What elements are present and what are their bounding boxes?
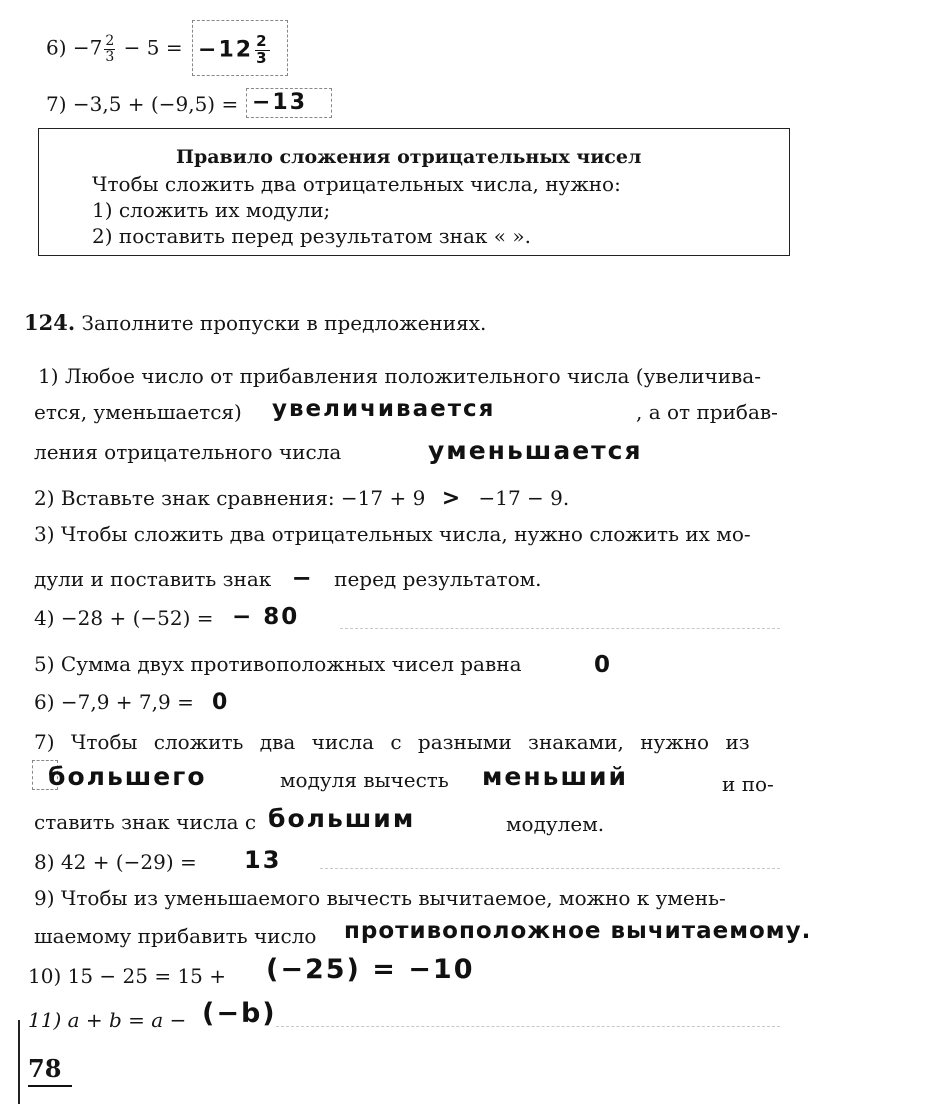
- q7-line-3a: ставить знак числа с: [34, 810, 257, 834]
- example-7: 7) −3,5 + (−9,5) =: [46, 92, 239, 116]
- q8-dotted-line: [320, 868, 780, 869]
- q9-line-2a: шаемому прибавить число: [34, 924, 317, 948]
- example-6-prefix: 6) −7: [46, 35, 103, 60]
- q3-line-1: 3) Чтобы сложить два отрицательных числа, нужно сложить их мо-: [34, 522, 751, 546]
- q7-answer-1: большего: [48, 762, 207, 791]
- q9-line-1: 9) Чтобы из уменьшаемого вычесть вычитаемое, можно к умень-: [34, 886, 726, 910]
- rule-title: Правило сложения отрицательных чисел: [176, 146, 642, 168]
- example-6-answer: −12 $\frac{2}{3}$: [198, 32, 269, 67]
- q11-answer: (−b): [202, 998, 277, 1029]
- exercise-header: [24, 312, 486, 333]
- q6: 6) −7,9 + 7,9 =: [34, 690, 194, 714]
- example-6-middle: − 5 =: [117, 35, 183, 60]
- example-6-fraction: $\frac{2}{3}$: [105, 33, 115, 65]
- q1-line-2a: ется, уменьшается): [34, 400, 242, 424]
- q1-line-3: ления отрицательного числа: [34, 440, 342, 464]
- rule-line-1: Чтобы сложить два отрицательных числа, нужно:: [92, 172, 621, 196]
- q3-line-2: дули и поставить знак − перед результатом.: [34, 564, 542, 592]
- q3-answer: −: [291, 564, 314, 592]
- q10: 10) 15 − 25 = 15 +: [28, 964, 227, 988]
- q9-answer: противоположное вычитаемому.: [344, 918, 812, 944]
- q7-line-1: 7) Чтобы сложить два числа с разными знаками, нужно из: [34, 730, 750, 754]
- q7-line-2a: модуля вычесть: [280, 768, 449, 792]
- page-edge: [18, 1020, 20, 1104]
- q5-answer: 0: [594, 652, 613, 678]
- q7-answer-2: меньший: [482, 762, 629, 791]
- q1-line-1: 1) Любое число от прибавления положительного числа (увеличива-: [38, 364, 761, 388]
- q7-line-3b: модулем.: [506, 812, 605, 836]
- q4-dotted-line: [340, 628, 780, 629]
- rule-line-2: 1) сложить их модули;: [92, 198, 331, 222]
- q11: 11) a + b = a −: [28, 1008, 187, 1032]
- q2-answer: >: [441, 486, 463, 511]
- q7-line-2b: и по-: [722, 772, 774, 796]
- q1-answer-2: уменьшается: [428, 436, 643, 465]
- q6-answer: 0: [212, 690, 230, 715]
- q8: 8) 42 + (−29) =: [34, 850, 197, 874]
- q7-answer-3: большим: [268, 804, 416, 833]
- exercise-number: 124.: [24, 310, 76, 335]
- q1-line-2b: , а от прибав-: [636, 400, 778, 424]
- q4-answer: − 80: [232, 604, 300, 630]
- q11-dotted-line: [276, 1026, 780, 1027]
- example-6: [46, 34, 183, 64]
- q5: 5) Сумма двух противоположных чисел равна: [34, 652, 522, 676]
- exercise-title: Заполните пропуски в предложениях.: [81, 311, 487, 335]
- q4: 4) −28 + (−52) =: [34, 606, 214, 630]
- q10-answer: (−25) = −10: [266, 954, 475, 985]
- q1-answer-1: увеличивается: [272, 396, 496, 422]
- example-7-answer: −13: [252, 90, 308, 115]
- q2: 2) Вставьте знак сравнения: −17 + 9 > −17 − 9.: [34, 486, 570, 511]
- q8-answer: 13: [244, 846, 282, 874]
- rule-line-3: 2) поставить перед результатом знак « ».: [92, 224, 531, 248]
- page-number: 78: [28, 1054, 72, 1087]
